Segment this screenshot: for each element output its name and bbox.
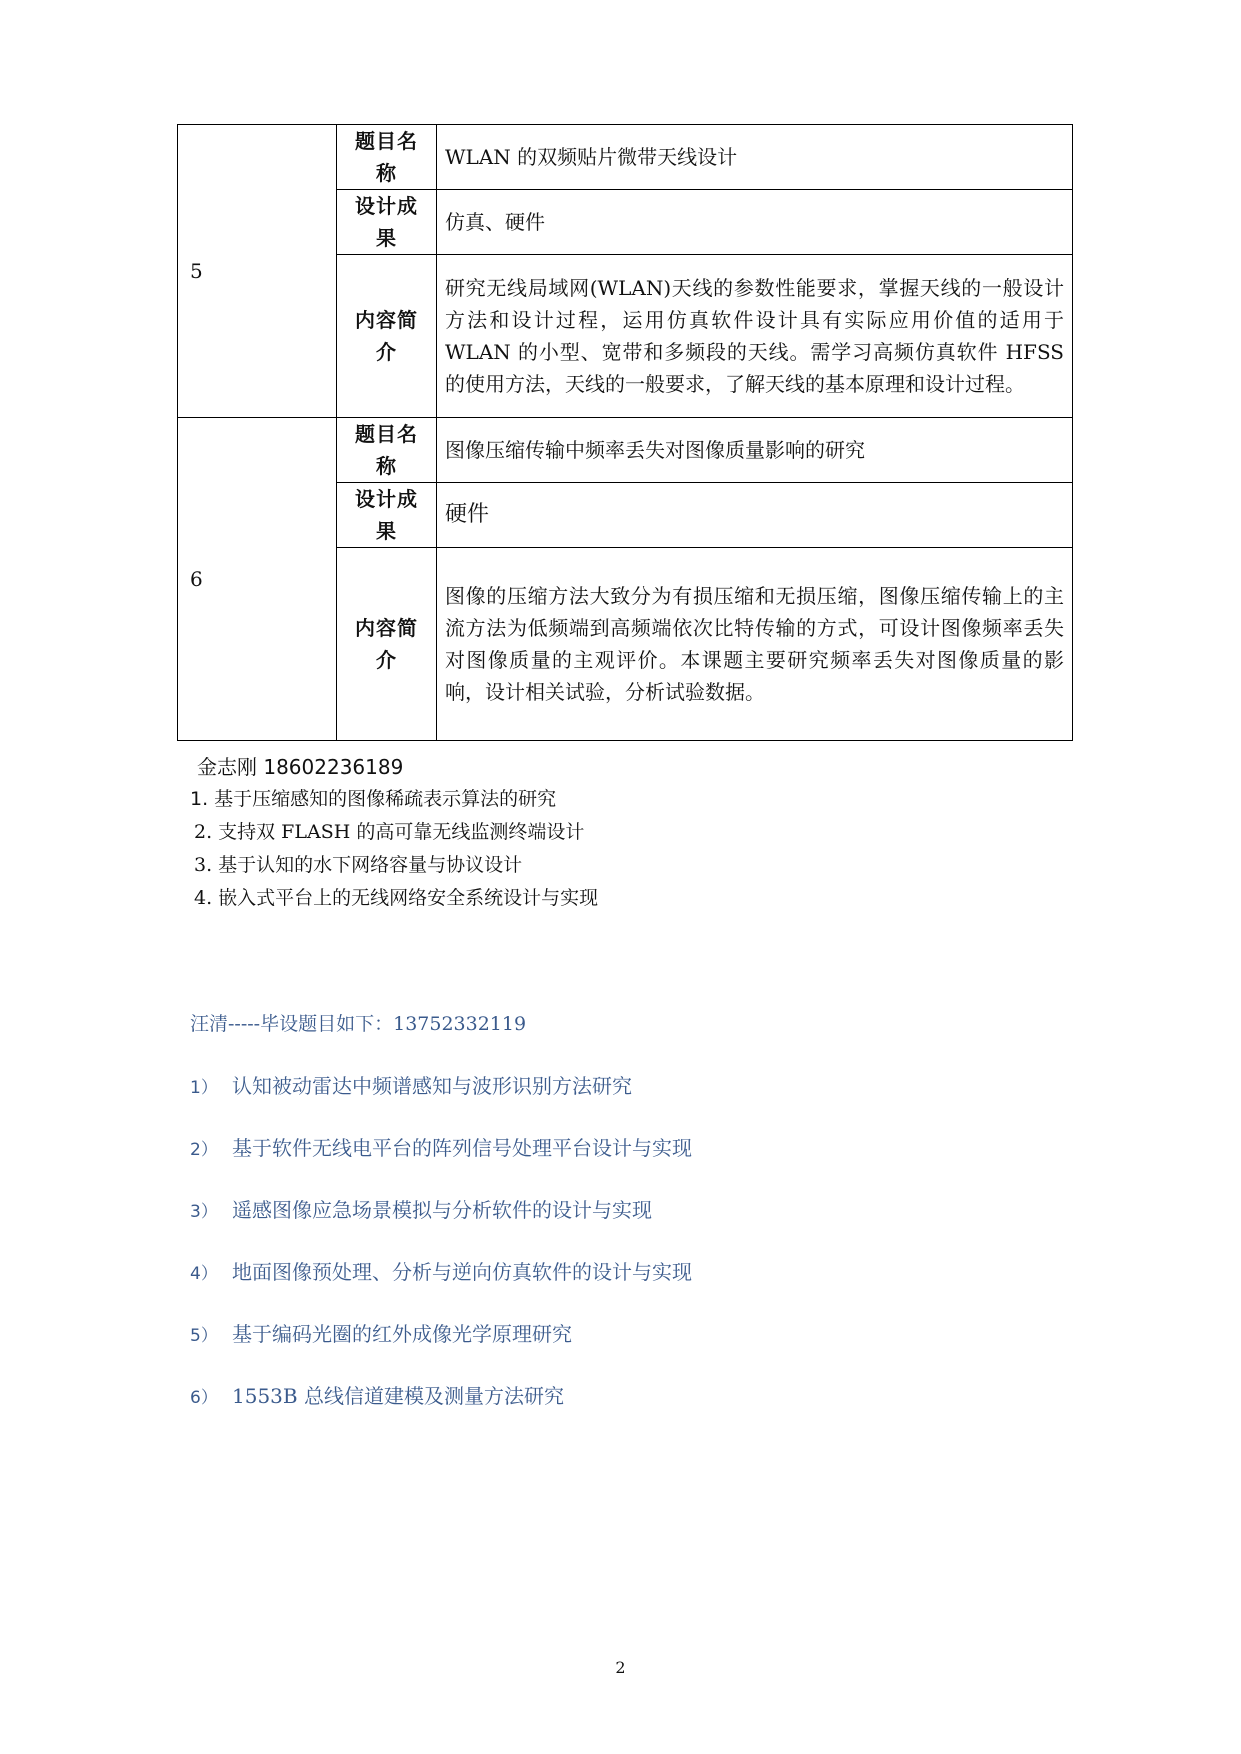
supervisor-heading: 汪清-----毕设题目如下：13752332119 — [190, 1013, 527, 1035]
list-item-number: 3） — [190, 1202, 218, 1222]
list-item-text: 遥感图像应急场景模拟与分析软件的设计与实现 — [232, 1198, 652, 1222]
result-value: 仿真、硬件 — [437, 190, 1073, 255]
topic-list-wang — [190, 1070, 692, 1442]
list-item — [190, 1380, 692, 1442]
list-item-number: 4. — [194, 887, 213, 909]
topic-number: 6 — [178, 418, 337, 741]
list-item-text: 地面图像预处理、分析与逆向仿真软件的设计与实现 — [232, 1260, 692, 1284]
list-item-text: 嵌入式平台上的无线网络安全系统设计与实现 — [218, 887, 599, 909]
list-item-text: 认知被动雷达中频谱感知与波形识别方法研究 — [232, 1074, 632, 1098]
desc-label: 内容简介 — [337, 548, 437, 741]
result-label: 设计成果 — [337, 190, 437, 255]
title-value: WLAN 的双频贴片微带天线设计 — [437, 125, 1073, 190]
list-item — [190, 783, 598, 816]
table-row — [178, 125, 1073, 190]
list-item — [190, 882, 598, 915]
list-item — [190, 1132, 692, 1194]
list-item-number: 5） — [190, 1326, 218, 1346]
desc-value: 研究无线局域网(WLAN)天线的参数性能要求，掌握天线的一般设计方法和设计过程，运用仿真软件设计具有实际应用价值的适用于 WLAN 的小型、宽带和多频段的天线。需学习高频仿真软件 HFSS 的使用方法，天线的一般要求，了解天线的基本原理和设计过程。 — [437, 255, 1073, 418]
topic-list-jin — [190, 783, 598, 915]
list-item-text: 1553B 总线信道建模及测量方法研究 — [232, 1384, 564, 1408]
list-item — [190, 1070, 692, 1132]
title-label: 题目名称 — [337, 418, 437, 483]
list-item — [190, 849, 598, 882]
topic-number: 5 — [178, 125, 337, 418]
desc-value: 图像的压缩方法大致分为有损压缩和无损压缩，图像压缩传输上的主流方法为低频端到高频端依次比特传输的方式，可设计图像频率丢失对图像质量的主观评价。本课题主要研究频率丢失对图像质量的影响，设计相关试验，分析试验数据。 — [437, 548, 1073, 741]
table-row — [178, 418, 1073, 483]
title-value: 图像压缩传输中频率丢失对图像质量影响的研究 — [437, 418, 1073, 483]
result-label: 设计成果 — [337, 483, 437, 548]
list-item-text: 基于编码光圈的红外成像光学原理研究 — [232, 1322, 572, 1346]
list-item — [190, 816, 598, 849]
list-item-text: 基于软件无线电平台的阵列信号处理平台设计与实现 — [232, 1136, 692, 1160]
list-item-number: 2） — [190, 1140, 218, 1160]
list-item — [190, 1318, 692, 1380]
supervisor-contact: 金志刚 18602236189 — [197, 755, 404, 779]
list-item-number: 1） — [190, 1078, 218, 1098]
list-item-text: 基于认知的水下网络容量与协议设计 — [218, 854, 523, 876]
title-label: 题目名称 — [337, 125, 437, 190]
list-item — [190, 1194, 692, 1256]
page-number: 2 — [615, 1658, 626, 1677]
list-item-number: 4） — [190, 1264, 218, 1284]
list-item-text: 支持双 FLASH 的高可靠无线监测终端设计 — [218, 821, 585, 843]
list-item-number: 2. — [194, 821, 213, 843]
list-item-number: 6） — [190, 1388, 218, 1408]
desc-label: 内容简介 — [337, 255, 437, 418]
topic-table — [177, 124, 1073, 741]
list-item-number: 3. — [194, 854, 213, 876]
list-item — [190, 1256, 692, 1318]
list-item-text: 基于压缩感知的图像稀疏表示算法的研究 — [214, 788, 557, 810]
list-item-number: 1. — [190, 788, 209, 810]
result-value: 硬件 — [437, 483, 1073, 548]
